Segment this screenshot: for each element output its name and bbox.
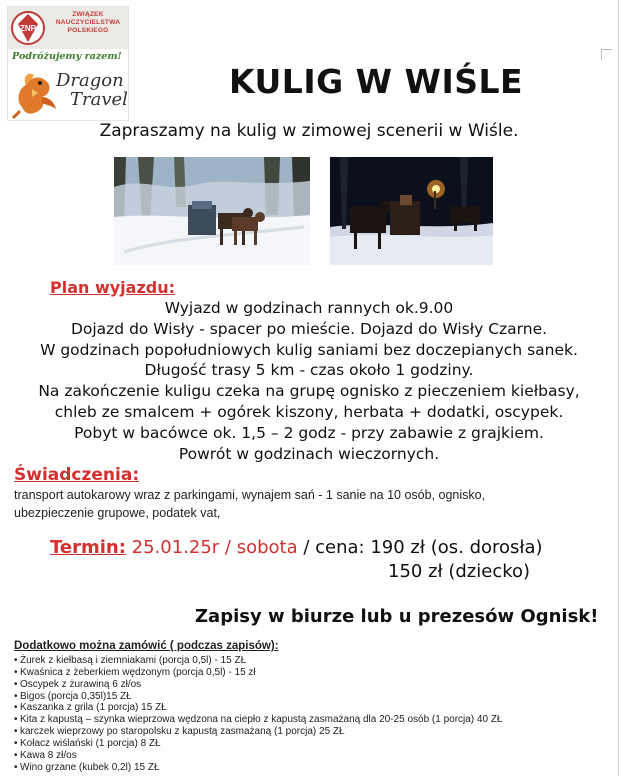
swiadczenia-body: [14, 486, 574, 522]
plan-body: [0, 298, 618, 464]
swiadczenia-line: transport autokarowy wraz z parkingami, wynajem sań - 1 sanie na 10 osób, ognisko,: [14, 488, 486, 502]
list-item: • Kołacz wiślański (1 porcja) 8 ZŁ: [14, 738, 614, 750]
price-adult: 190 zł (os. dorosła): [370, 537, 543, 558]
list-item: • Kawa 8 zł/os: [14, 750, 614, 762]
cena-label: cena:: [315, 537, 371, 558]
termin-date: 25.01.25r / sobota: [125, 537, 298, 558]
price-child: 150 zł (dziecko): [388, 561, 531, 582]
plan-line: Dojazd do Wisły - spacer po mieście. Dojazd do Wisły Czarne.: [70, 319, 548, 338]
logo: [8, 7, 128, 120]
znp-badge-icon: [11, 10, 45, 46]
org-name-line3: POLSKIEGO: [67, 27, 109, 34]
sleigh-snow-photo: [114, 157, 310, 265]
brand-line1: Dragon: [56, 70, 124, 91]
plan-line: Na zakończenie kuligu czeka na grupę ognisko z pieczeniem kiełbasy,: [38, 382, 580, 401]
brand-name: [56, 71, 128, 109]
list-item: • Kwaśnica z żeberkiem wędzonym (porcja 0,5l) - 15 zł: [14, 667, 614, 679]
list-item: • Kaszanka z grila (1 porcja) 15 ZŁ: [14, 702, 614, 714]
registration-note: Zapisy w biurze lub u prezesów Ognisk!: [195, 606, 599, 627]
subtitle: Zapraszamy na kulig w zimowej scenerii w Wiśle.: [99, 121, 519, 141]
brand-line2: Travel: [70, 89, 128, 110]
page-edge: [618, 0, 619, 776]
plan-line: chleb ze smalcem + ogórek kiszony, herbata + dodatki, oscypek.: [54, 402, 564, 421]
list-item: • karczek wieprzowy po staropolsku z kapustą zasmażaną (1 porcja) 25 ZŁ: [14, 726, 614, 738]
extras-heading: Dodatkowo można zamówić ( podczas zapisów):: [14, 640, 279, 652]
termin-separator: /: [297, 537, 316, 558]
org-name-line1: ZWIĄZEK: [72, 11, 104, 18]
list-item: • Wino grzane (kubek 0,2l) 15 ZŁ: [14, 762, 614, 774]
znp-badge-text: ZNP: [20, 24, 36, 33]
plan-line: W godzinach popołudniowych kulig saniami bez doczepianych sanek.: [40, 340, 578, 359]
night-sleigh-torch-photo: [330, 157, 493, 265]
text-boundary-mark: [601, 49, 612, 60]
list-item: • Kita z kapustą – szynka wieprzowa wędzona na ciepło z kapustą zasmażaną dla 20-25 osób (1 porcja) 40 ZŁ: [14, 714, 614, 726]
logo-tagline: Podróżujemy razem!: [12, 51, 122, 62]
org-name-line2: NAUCZYCIELSTWA: [55, 19, 121, 26]
list-item: • Bigos (porcja 0,35l)15 ZŁ: [14, 691, 614, 703]
plan-line: Pobyt w bacówce ok. 1,5 – 2 godz - przy zabawie z grajkiem.: [74, 423, 544, 442]
dragon-icon: [12, 67, 58, 119]
plan-line: Długość trasy 5 km - czas około 1 godziny.: [144, 361, 474, 380]
termin-label: Termin:: [50, 537, 126, 558]
org-name: [48, 11, 128, 35]
plan-line: Wyjazd w godzinach rannych ok.9.00: [164, 299, 454, 317]
extras-list: [14, 655, 614, 773]
list-item: • Żurek z kiełbasą i ziemniakami (porcja 0,5l) - 15 ZŁ: [14, 655, 614, 667]
swiadczenia-heading: Świadczenia:: [14, 465, 140, 485]
swiadczenia-line: ubezpieczenie grupowe, podatek vat,: [14, 506, 221, 520]
plan-line: Powrót w godzinach wieczornych.: [178, 444, 440, 463]
page-title: KULIG W WIŚLE: [229, 62, 524, 101]
plan-heading: Plan wyjazdu:: [50, 278, 176, 297]
list-item: • Oscypek z żurawiną 6 zł/os: [14, 679, 614, 691]
termin-line: [50, 537, 543, 558]
